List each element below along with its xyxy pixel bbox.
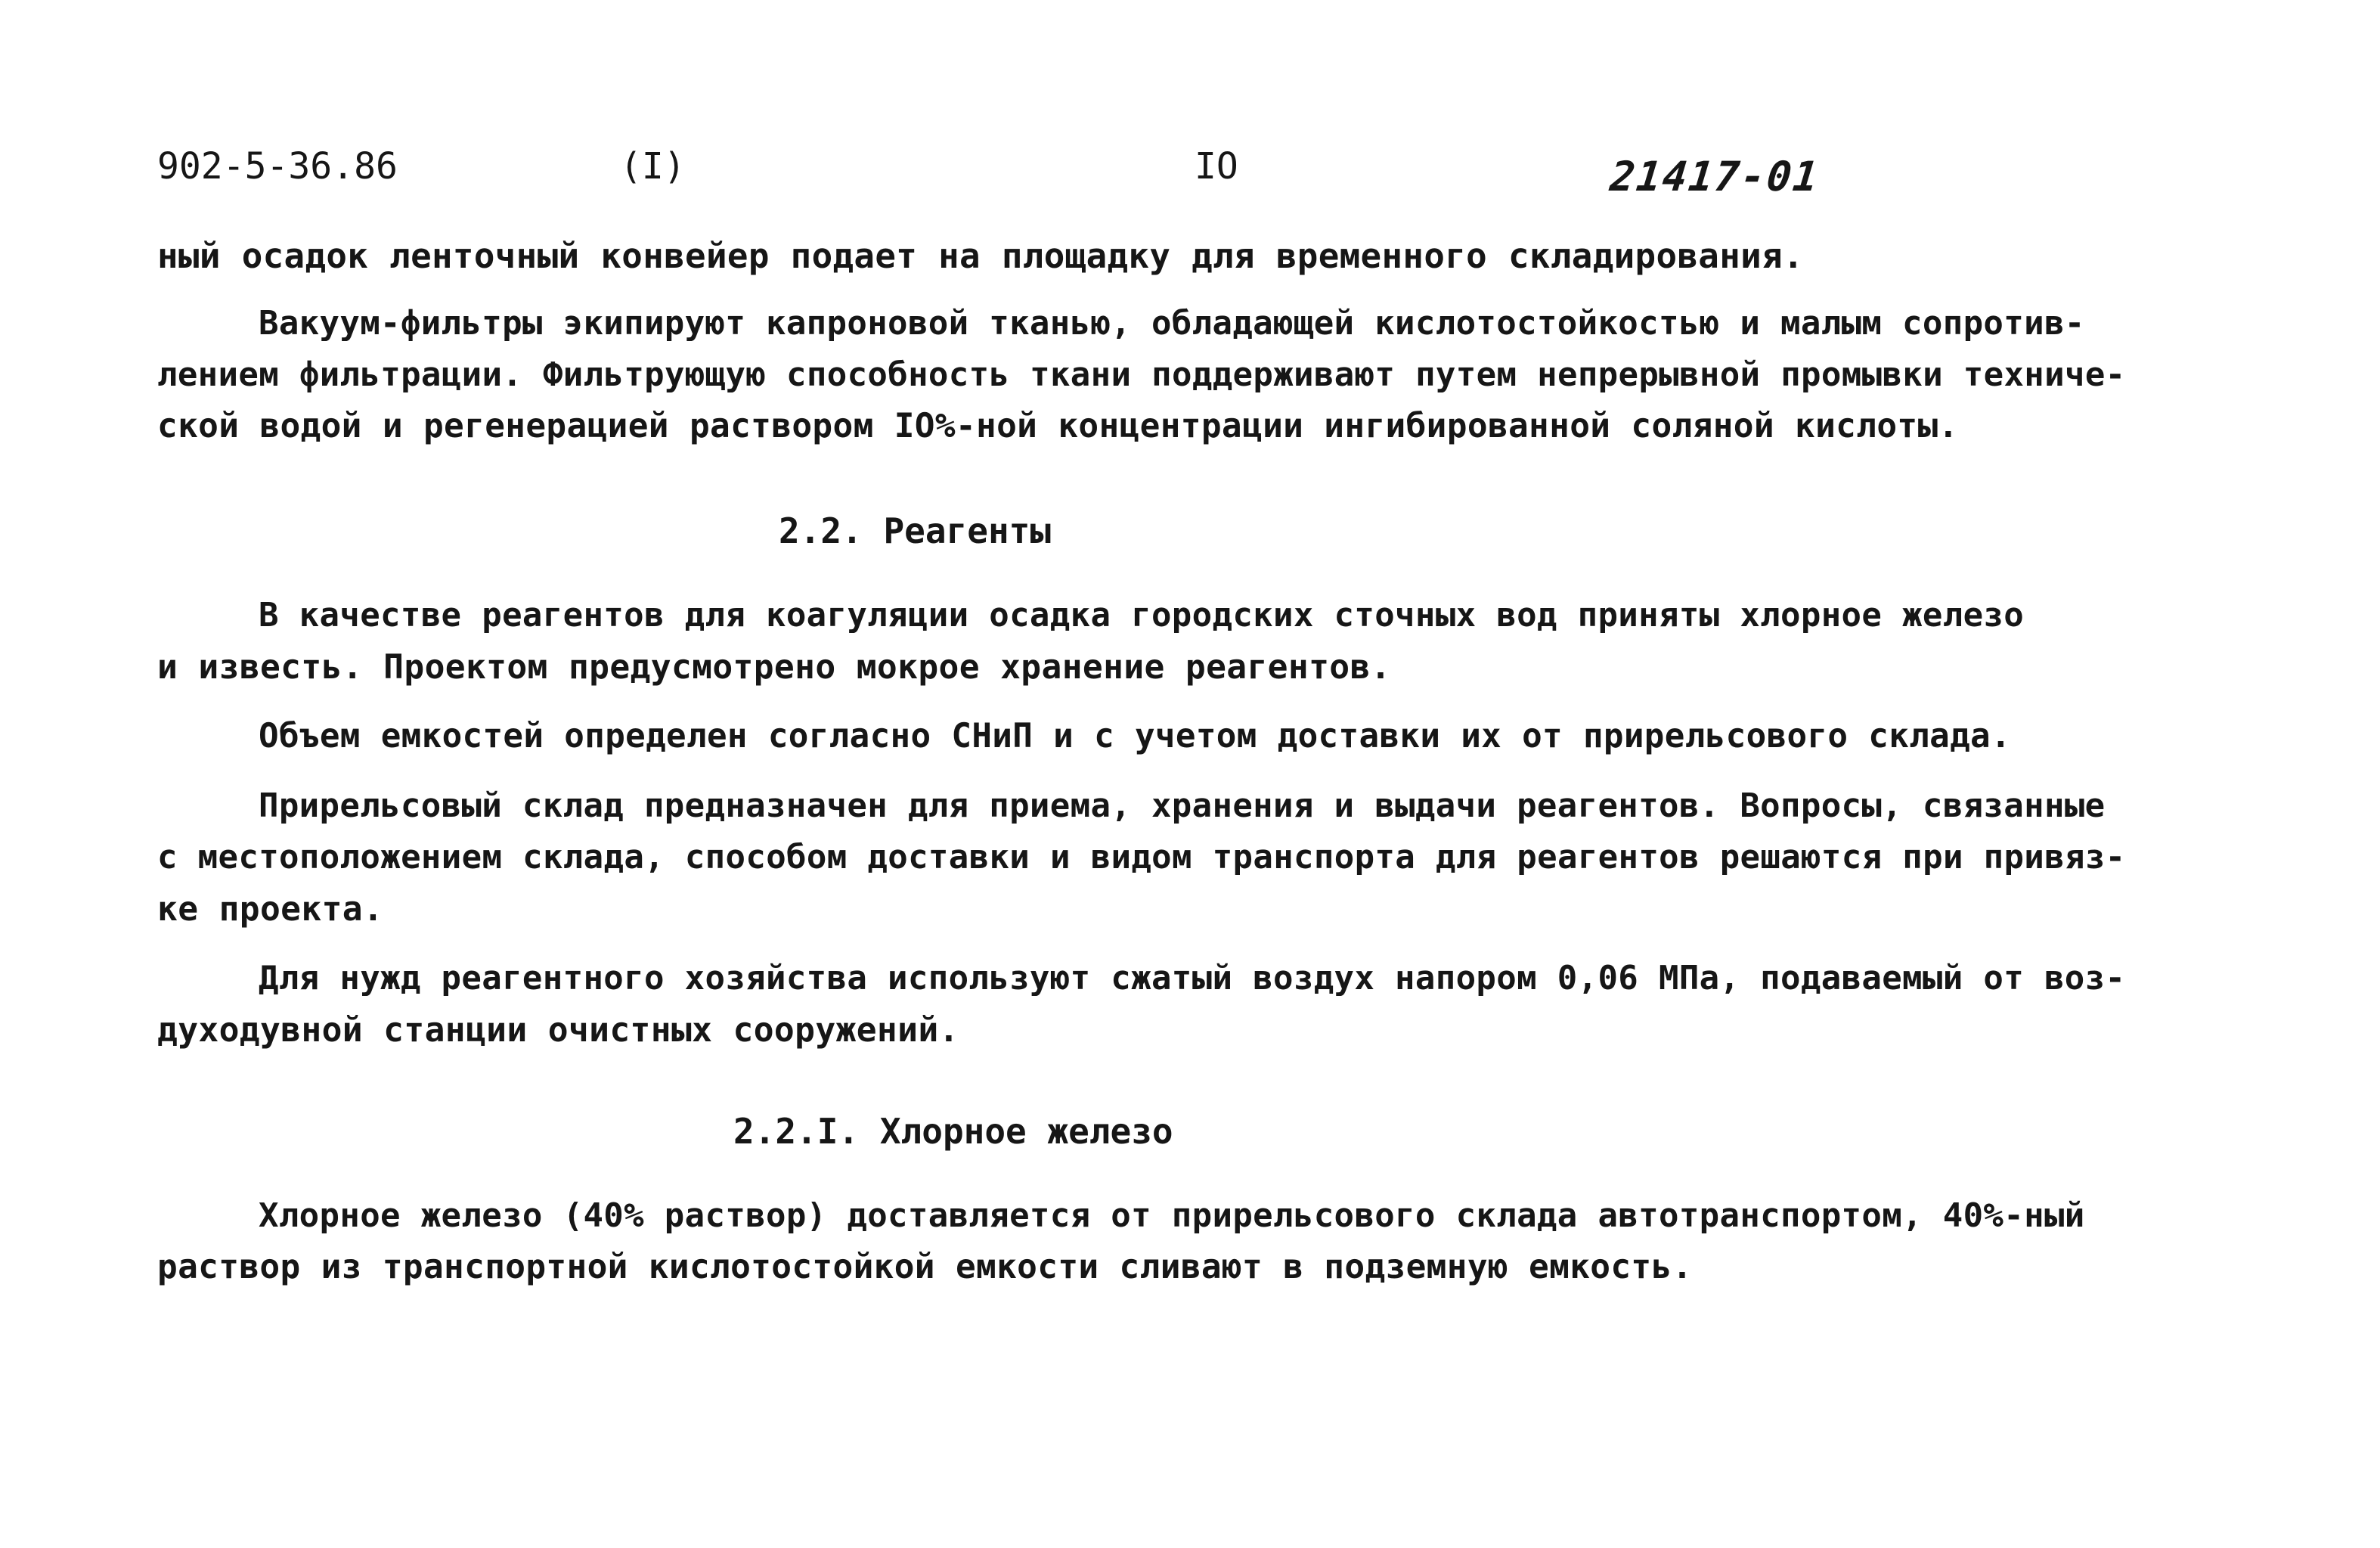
text-line: Вакуум-фильтры экипируют капроновой тканью, обладающей кислотостойкостью и малым сопротив- <box>259 304 2085 343</box>
subsection-heading: 2.2.I. Хлорное железо <box>733 1111 1173 1152</box>
document-code: 902-5-36.86 <box>157 145 398 188</box>
text-line: и известь. Проектом предусмотрено мокрое хранение реагентов. <box>157 647 1391 687</box>
text-line: Хлорное железо (40% раствор) доставляется от прирельсового склада автотранспортом, 40%-ный <box>259 1196 2085 1235</box>
text-line: ный осадок ленточный конвейер подает на площадку для временного складирования. <box>157 235 1804 276</box>
text-line: Прирельсовый склад предназначен для приема, хранения и выдачи реагентов. Вопросы, связанные <box>259 786 2106 825</box>
text-line: лением фильтрации. Фильтрующую способность ткани поддерживают путем непрерывной промывки техниче- <box>157 355 2126 394</box>
text-line: Объем емкостей определен согласно СНиП и с учетом доставки их от прирельсового склада. <box>259 717 2011 755</box>
text-line: с местоположением склада, способом доставки и видом транспорта для реагентов решаются при привяз- <box>157 838 2126 876</box>
handwritten-reference: 21417-01 <box>1607 153 1822 200</box>
text-line: ской водой и регенерацией раствором IO%-ной концентрации ингибированной соляной кислоты. <box>157 407 1959 445</box>
text-line: духодувной станции очистных сооружений. <box>157 1010 959 1050</box>
page-number: IO <box>1195 145 1238 188</box>
section-heading: 2.2. Реагенты <box>779 510 1052 551</box>
part-number: (I) <box>620 145 686 188</box>
text-line: Для нужд реагентного хозяйства используют сжатый воздух напором 0,06 МПа, подаваемый от воз- <box>259 959 2126 997</box>
text-line: В качестве реагентов для коагуляции осадка городских сточных вод приняты хлорное железо <box>259 596 2025 634</box>
text-line: ке проекта. <box>157 889 384 929</box>
text-line: раствор из транспортной кислотостойкой емкости сливают в подземную емкость. <box>157 1248 1693 1286</box>
